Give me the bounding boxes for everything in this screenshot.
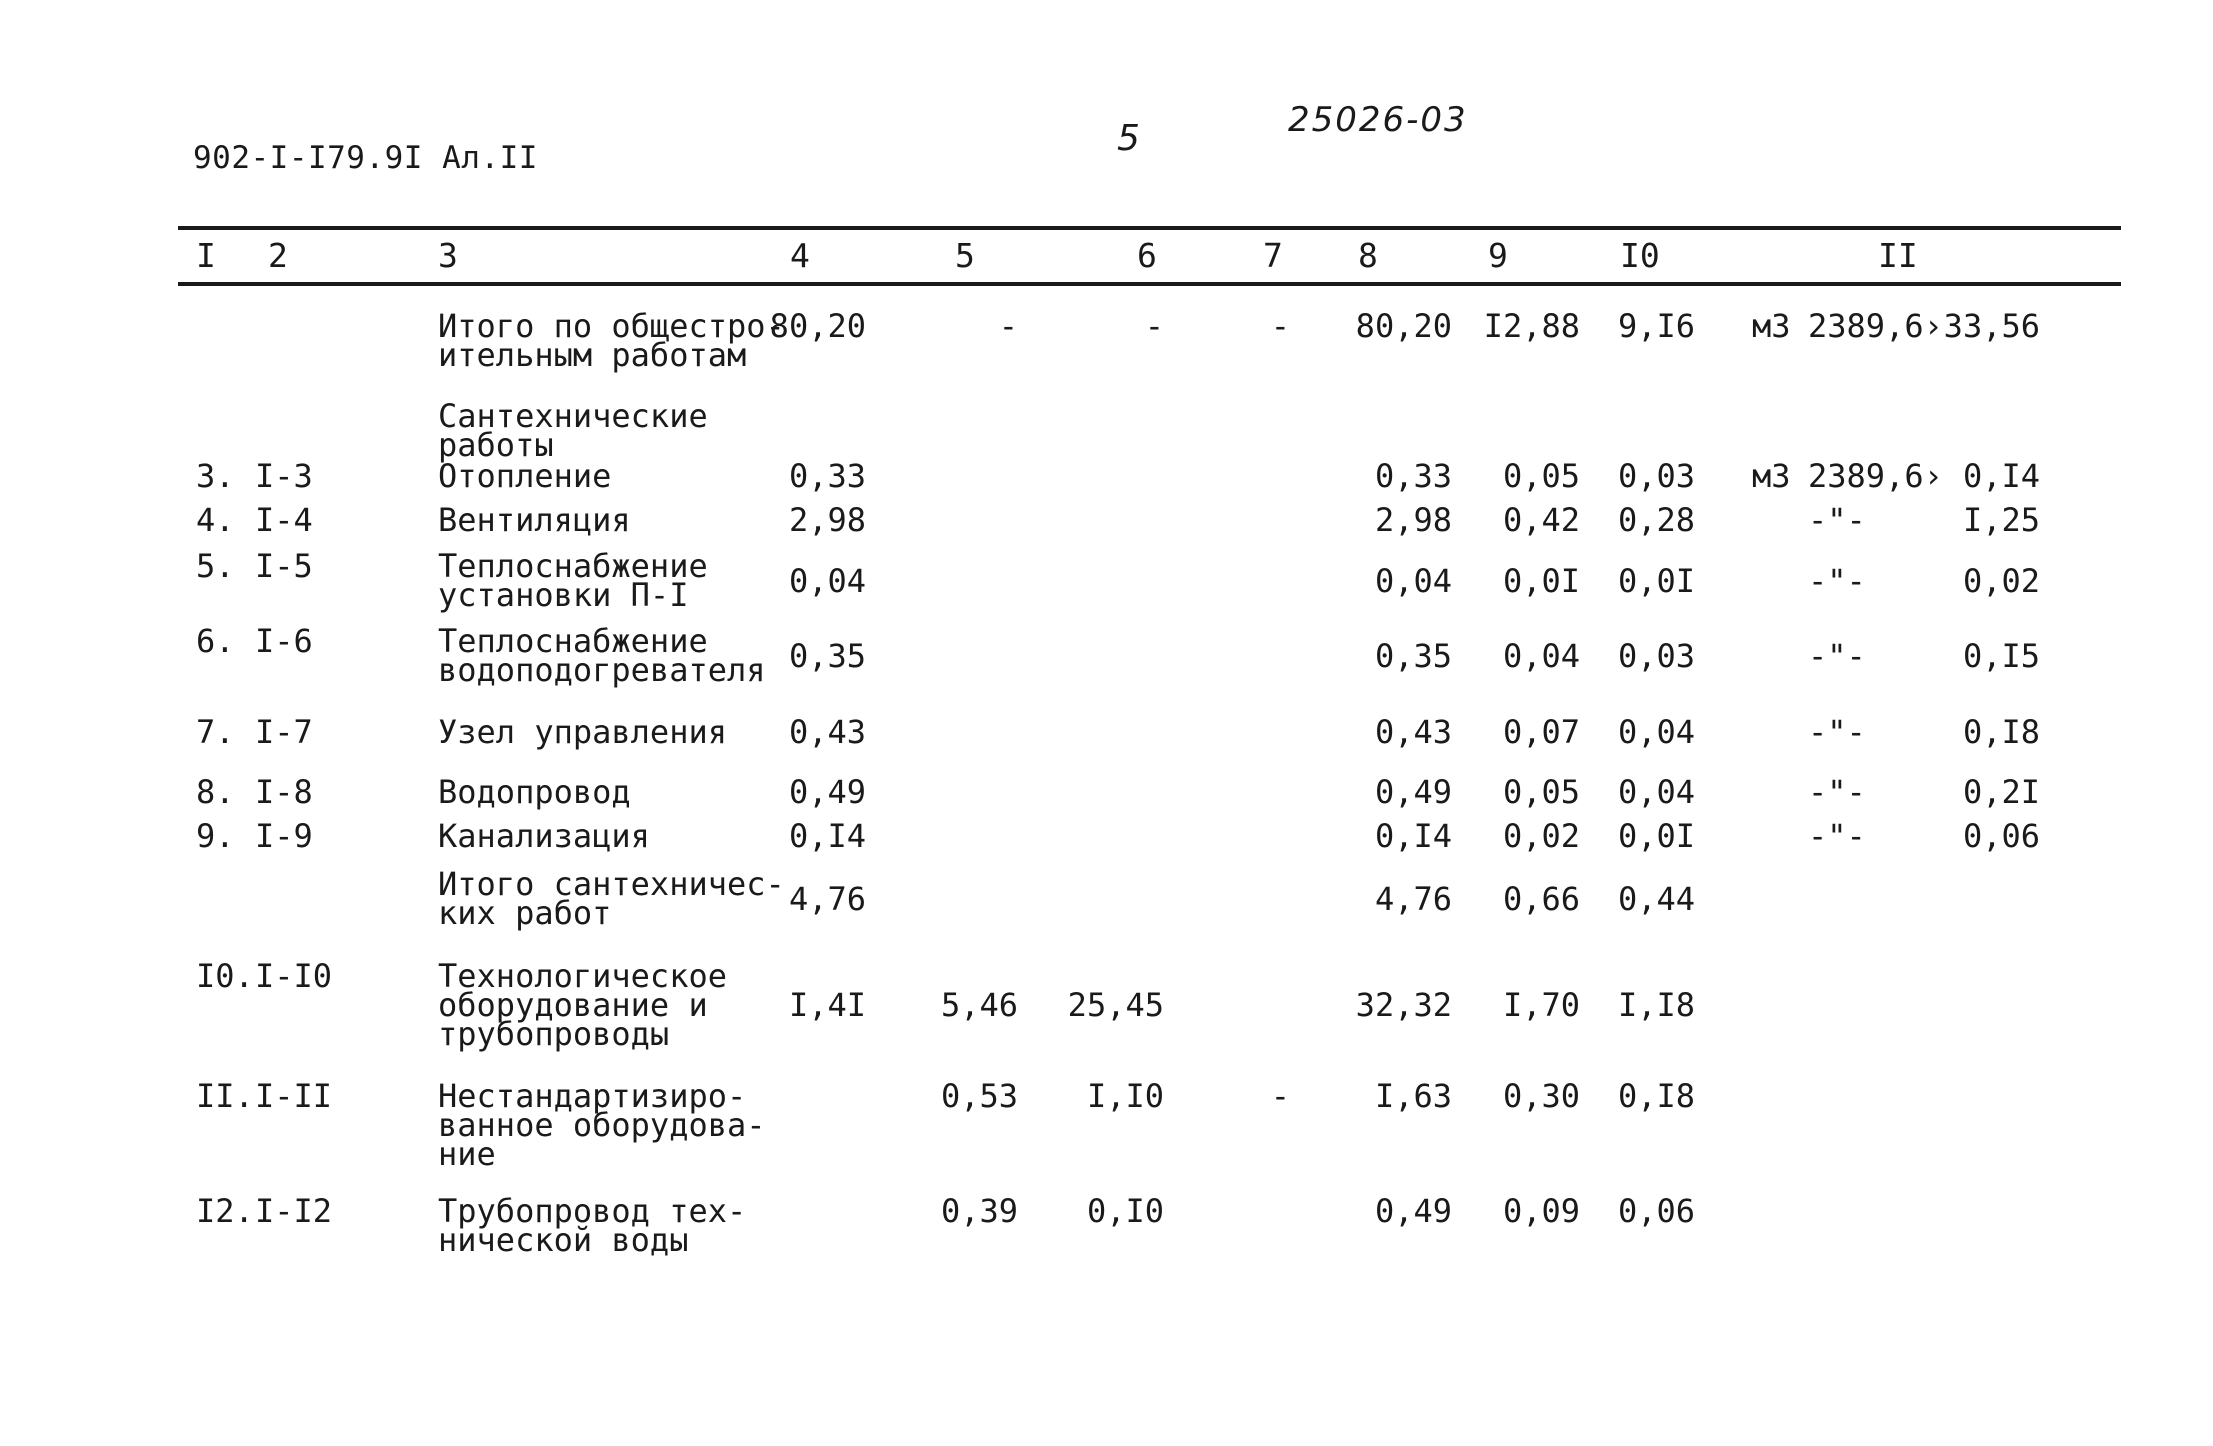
table-cell-c5: - (998, 307, 1018, 345)
table-cell-n2: I-9 (255, 817, 313, 855)
table-cell-c11: 0,I4 (1962, 457, 2040, 495)
table-cell-desc: Итого по общестро- ительным работам (438, 307, 785, 374)
table-cell-c11: I,25 (1962, 501, 2040, 539)
table-cell-c9: 0,04 (1502, 637, 1580, 675)
header-col-1: I (196, 236, 216, 275)
table-cell-c9: 0,0I (1502, 562, 1580, 600)
table-cell-desc: Трубопровод тех- нической воды (438, 1192, 747, 1259)
table-cell-c10: 0,I8 (1617, 1077, 1695, 1115)
table-cell-n1: 7. (196, 713, 235, 751)
table-cell-qty: -"- (1808, 637, 1866, 675)
table-cell-c4: 0,I4 (788, 817, 866, 855)
table-cell-n2: I-5 (255, 547, 313, 585)
table-cell-desc: Итого сантехничес- ких работ (438, 865, 785, 932)
table-cell-c4: 4,76 (788, 880, 866, 918)
table-cell-c9: 0,05 (1502, 773, 1580, 811)
table-cell-c11: 0,I5 (1962, 637, 2040, 675)
table-cell-c8: 0,33 (1374, 457, 1452, 495)
header-col-3: 3 (438, 236, 458, 275)
table-cell-unit: м3 (1752, 457, 1791, 495)
table-cell-n2: I-I0 (255, 957, 333, 995)
table-cell-n1: 4. (196, 501, 235, 539)
table-cell-c5: 0,39 (940, 1192, 1018, 1230)
table-cell-c4: 0,49 (788, 773, 866, 811)
table-cell-c9: 0,66 (1502, 880, 1580, 918)
table-cell-c4: 0,04 (788, 562, 866, 600)
table-cell-c9: 0,42 (1502, 501, 1580, 539)
table-cell-c4: I,4I (788, 986, 866, 1024)
header-col-6: 6 (1137, 236, 1157, 275)
table-cell-c8: 0,35 (1374, 637, 1452, 675)
table-cell-c10: 0,44 (1617, 880, 1695, 918)
table-cell-desc: Вентиляция (438, 501, 631, 539)
table-cell-c10: 9,I6 (1617, 307, 1695, 345)
table-cell-qty: 2389,6› (1808, 307, 1943, 345)
table-cell-c7: - (1270, 1077, 1290, 1115)
table-cell-c8: 0,04 (1374, 562, 1452, 600)
header-col-4: 4 (790, 236, 810, 275)
table-cell-c7: - (1270, 307, 1290, 345)
table-cell-c4: 80,20 (769, 307, 866, 345)
table-cell-qty: -"- (1808, 562, 1866, 600)
table-cell-c11: 0,I8 (1962, 713, 2040, 751)
table-cell-desc: Теплоснабжение водоподогревателя (438, 622, 766, 689)
table-cell-n2: I-I2 (255, 1192, 333, 1230)
table-cell-qty: -"- (1808, 713, 1866, 751)
table-cell-c10: 0,03 (1617, 457, 1695, 495)
page-number: 5 (1117, 118, 1140, 159)
table-cell-desc: Узел управления (438, 713, 727, 751)
table-cell-c8: 0,49 (1374, 773, 1452, 811)
table-cell-c10: 0,28 (1617, 501, 1695, 539)
table-cell-c11: 0,06 (1962, 817, 2040, 855)
table-cell-c4: 0,33 (788, 457, 866, 495)
table-cell-c6: 0,I0 (1086, 1192, 1164, 1230)
header-col-2: 2 (268, 236, 288, 275)
table-cell-n2: I-6 (255, 622, 313, 660)
table-cell-c8: 0,I4 (1374, 817, 1452, 855)
table-cell-c9: I2,88 (1483, 307, 1580, 345)
table-cell-c8: 0,49 (1374, 1192, 1452, 1230)
table-cell-n2: I-3 (255, 457, 313, 495)
header-col-8: 8 (1358, 236, 1378, 275)
table-cell-desc: Водопровод (438, 773, 631, 811)
table-cell-c10: 0,06 (1617, 1192, 1695, 1230)
table-cell-desc: Теплоснабжение установки П-I (438, 547, 708, 614)
table-cell-n2: I-8 (255, 773, 313, 811)
table-cell-desc: Нестандартизиро- ванное оборудова- ние (438, 1077, 766, 1173)
table-cell-c9: 0,30 (1502, 1077, 1580, 1115)
table-cell-desc: Отопление (438, 457, 612, 495)
table-cell-c8: 0,43 (1374, 713, 1452, 751)
header-col-10: I0 (1620, 236, 1660, 275)
table-cell-n1: 8. (196, 773, 235, 811)
table-cell-desc: Канализация (438, 817, 650, 855)
table-cell-qty: -"- (1808, 817, 1866, 855)
table-cell-c10: 0,04 (1617, 773, 1695, 811)
table-cell-c8: 32,32 (1355, 986, 1452, 1024)
table-cell-c10: 0,04 (1617, 713, 1695, 751)
table-cell-c6: 25,45 (1067, 986, 1164, 1024)
header-col-5: 5 (955, 236, 975, 275)
table-cell-c9: 0,07 (1502, 713, 1580, 751)
table-cell-n1: 6. (196, 622, 235, 660)
table-cell-c9: 0,05 (1502, 457, 1580, 495)
header-col-7: 7 (1263, 236, 1283, 275)
table-cell-n1: II. (196, 1077, 254, 1115)
table-top-rule (178, 226, 2121, 230)
table-cell-n1: I2. (196, 1192, 254, 1230)
table-cell-c5: 5,46 (940, 986, 1018, 1024)
table-cell-n2: I-7 (255, 713, 313, 751)
handwritten-stamp: 25026-03 (1288, 100, 1468, 140)
table-cell-c6: I,I0 (1086, 1077, 1164, 1115)
table-cell-n1: I0. (196, 957, 254, 995)
table-cell-unit: м3 (1752, 307, 1791, 345)
table-cell-c10: I,I8 (1617, 986, 1695, 1024)
table-cell-n2: I-4 (255, 501, 313, 539)
table-cell-c9: 0,09 (1502, 1192, 1580, 1230)
table-cell-n1: 5. (196, 547, 235, 585)
document-code: 902-I-I79.9I Ал.II (193, 140, 538, 176)
table-cell-n1: 9. (196, 817, 235, 855)
table-cell-n2: I-II (255, 1077, 333, 1115)
table-cell-c8: I,63 (1374, 1077, 1452, 1115)
table-cell-c10: 0,0I (1617, 562, 1695, 600)
table-cell-desc: Технологическое оборудование и трубопроводы (438, 957, 727, 1053)
table-cell-c5: 0,53 (940, 1077, 1018, 1115)
table-cell-qty: 2389,6› (1808, 457, 1943, 495)
table-header-rule (178, 282, 2121, 286)
table-cell-c4: 0,43 (788, 713, 866, 751)
table-cell-c4: 2,98 (788, 501, 866, 539)
table-cell-c8: 4,76 (1374, 880, 1452, 918)
table-cell-desc: Сантехнические работы (438, 397, 708, 464)
table-cell-c11: 33,56 (1943, 307, 2040, 345)
table-cell-qty: -"- (1808, 501, 1866, 539)
table-cell-c8: 2,98 (1374, 501, 1452, 539)
table-cell-c4: 0,35 (788, 637, 866, 675)
table-cell-qty: -"- (1808, 773, 1866, 811)
table-cell-c9: I,70 (1502, 986, 1580, 1024)
table-cell-c10: 0,0I (1617, 817, 1695, 855)
table-cell-c11: 0,02 (1962, 562, 2040, 600)
table-cell-n1: 3. (196, 457, 235, 495)
table-cell-c9: 0,02 (1502, 817, 1580, 855)
table-cell-c10: 0,03 (1617, 637, 1695, 675)
table-cell-c11: 0,2I (1962, 773, 2040, 811)
table-cell-c8: 80,20 (1355, 307, 1452, 345)
header-col-11: II (1878, 236, 1918, 275)
table-cell-c6: - (1144, 307, 1164, 345)
header-col-9: 9 (1488, 236, 1508, 275)
